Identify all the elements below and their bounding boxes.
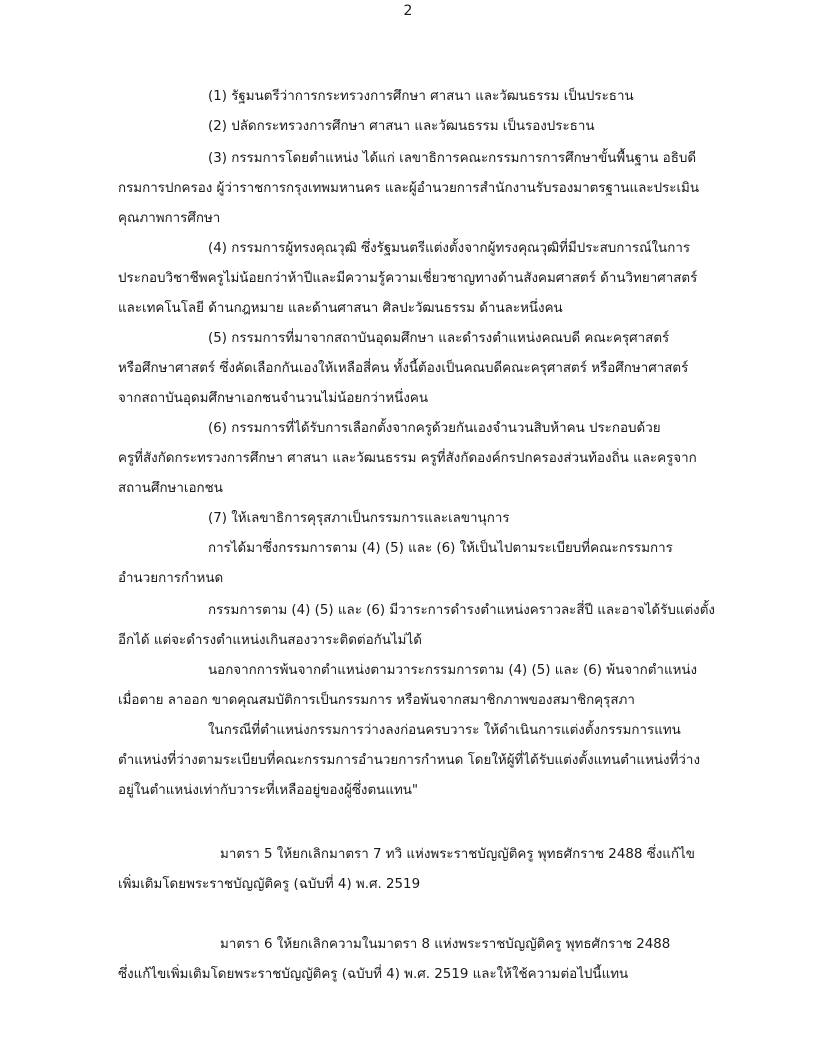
text-line: จากสถาบันอุดมศึกษาเอกชนจำนวนไม่น้อยกว่าหนึ่งคน: [118, 391, 428, 406]
text-line: คุณภาพการศึกษา: [118, 211, 221, 226]
text-line: สถานศึกษาเอกชน: [118, 481, 223, 496]
text-line: อีกได้ แต่จะดำรงตำแหน่งเกินสองวาระติดต่อกันไม่ได้: [118, 633, 422, 648]
text-line: (2) ปลัดกระทรวงการศึกษา ศาสนา และวัฒนธรรม เป็นรองประธาน: [208, 119, 595, 134]
text-line: การได้มาซึ่งกรรมการตาม (4) (5) และ (6) ให้เป็นไปตามระเบียบที่คณะกรรมการ: [208, 541, 673, 556]
text-line: และเทคโนโลยี ด้านกฎหมาย และด้านศาสนา ศิลปะวัฒนธรรม ด้านละหนึ่งคน: [118, 301, 563, 316]
text-line: (6) กรรมการที่ได้รับการเลือกตั้งจากครูด้วยกันเองจำนวนสิบห้าคน ประกอบด้วย: [208, 421, 661, 436]
text-line: กรรมการตาม (4) (5) และ (6) มีวาระการดำรงตำแหน่งคราวละสี่ปี และอาจได้รับแต่งตั้ง: [208, 603, 715, 618]
text-line: นอกจากการพ้นจากตำแหน่งตามวาระกรรมการตาม (4) (5) และ (6) พ้นจากตำแหน่ง: [208, 663, 698, 678]
text-line: เมื่อตาย ลาออก ขาดคุณสมบัติการเป็นกรรมการ หรือพ้นจากสมาชิกภาพของสมาชิกคุรุสภา: [118, 693, 635, 708]
text-line: ตำแหน่งที่ว่างตามระเบียบที่คณะกรรมการอำนวยการกำหนด โดยให้ผู้ที่ได้รับแต่งตั้งแทนตำแหน่งที่ว่าง: [118, 753, 700, 768]
text-line: (7) ให้เลขาธิการคุรุสภาเป็นกรรมการและเลขานุการ: [208, 511, 510, 526]
text-line: อำนวยการกำหนด: [118, 571, 224, 586]
text-line: (4) กรรมการผู้ทรงคุณวุฒิ ซึ่งรัฐมนตรีแต่งตั้งจากผู้ทรงคุณวุฒิที่มีประสบการณ์ในการ: [208, 241, 691, 256]
text-line: ประกอบวิชาชีพครูไม่น้อยกว่าห้าปีและมีความรู้ความเชี่ยวชาญทางด้านสังคมศาสตร์ ด้านวิทยาศาสตร์: [118, 271, 698, 286]
text-line: หรือศึกษาศาสตร์ ซึ่งคัดเลือกกันเองให้เหลือสี่คน ทั้งนี้ต้องเป็นคณบดีคณะครุศาสตร์ หรือศึกษาศาสตร์: [118, 361, 689, 376]
text-line: ในกรณีที่ตำแหน่งกรรมการว่างลงก่อนครบวาระ ให้ดำเนินการแต่งตั้งกรรมการแทน: [208, 723, 681, 738]
section-5-line: มาตรา 5 ให้ยกเลิกมาตรา 7 ทวิ แห่งพระราชบัญญัติครู พุทธศักราช 2488 ซึ่งแก้ไข: [220, 847, 695, 862]
text-line: (1) รัฐมนตรีว่าการกระทรวงการศึกษา ศาสนา และวัฒนธรรม เป็นประธาน: [208, 89, 634, 104]
text-line: ครูที่สังกัดกระทรวงการศึกษา ศาสนา และวัฒนธรรม ครูที่สังกัดองค์กรปกครองส่วนท้องถิ่น และครูจาก: [118, 451, 697, 466]
text-line: (5) กรรมการที่มาจากสถาบันอุดมศึกษา และดำรงตำแหน่งคณบดี คณะครุศาสตร์: [208, 331, 670, 346]
text-line: (3) กรรมการโดยตำแหน่ง ได้แก่ เลขาธิการคณะกรรมการการศึกษาขั้นพื้นฐาน อธิบดี: [208, 151, 697, 166]
text-line: เพิ่มเติมโดยพระราชบัญญัติครู (ฉบับที่ 4) พ.ศ. 2519: [118, 877, 421, 892]
page-number: 2: [403, 3, 413, 19]
text-line: อยู่ในตำแหน่งเท่ากับวาระที่เหลืออยู่ของผู้ซึ่งตนแทน": [118, 783, 419, 798]
text-line: ซึ่งแก้ไขเพิ่มเติมโดยพระราชบัญญัติครู (ฉบับที่ 4) พ.ศ. 2519 และให้ใช้ความต่อไปนี้แทน: [118, 967, 629, 982]
section-6-line: มาตรา 6 ให้ยกเลิกความในมาตรา 8 แห่งพระราชบัญญัติครู พุทธศักราช 2488: [220, 937, 671, 952]
text-line: กรมการปกครอง ผู้ว่าราชการกรุงเทพมหานคร และผู้อำนวยการสำนักงานรับรองมาตรฐานและประเมิน: [118, 181, 700, 196]
